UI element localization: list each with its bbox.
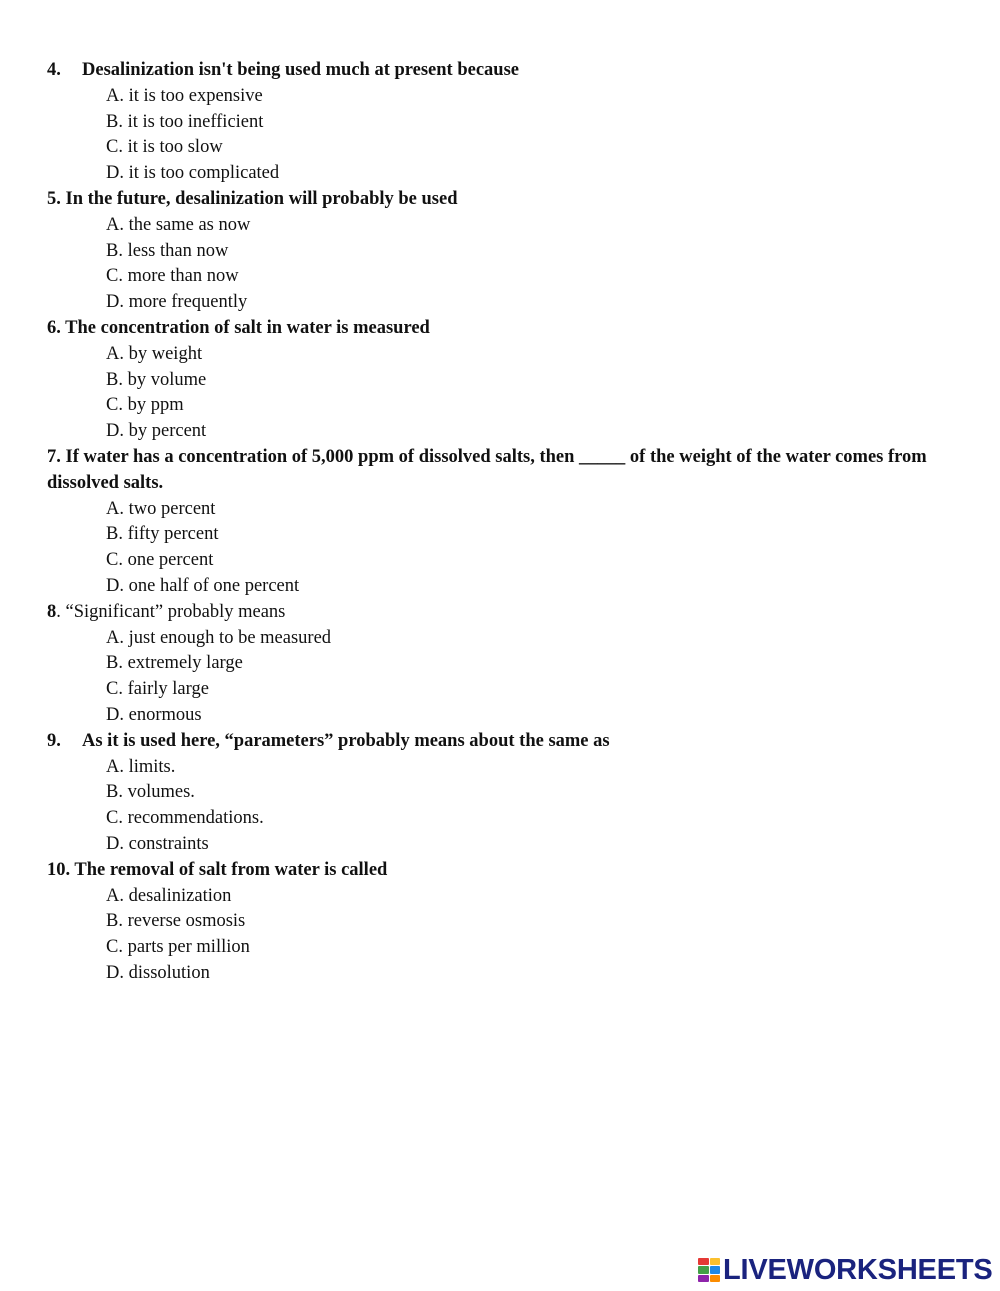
question-prompt <box>56 602 285 622</box>
option-b[interactable]: B. it is too inefficient <box>106 111 264 132</box>
question-number: 8 <box>47 601 57 622</box>
option-b[interactable]: B. fifty percent <box>106 524 219 545</box>
option-b[interactable]: B. less than now <box>106 240 229 261</box>
option-a[interactable]: A. it is too expensive <box>106 85 263 106</box>
question-text <box>47 58 947 84</box>
option-a[interactable]: A. desalinization <box>106 885 232 906</box>
option-c[interactable]: C. more than now <box>106 266 239 287</box>
option-d[interactable]: D. it is too complicated <box>106 163 280 184</box>
logo-text: LIVEWORKSHEETS <box>723 1254 993 1286</box>
question-text <box>47 187 947 213</box>
logo-cell <box>698 1258 709 1265</box>
question-number: 6. <box>47 317 61 338</box>
option-list <box>47 884 947 987</box>
option-d[interactable]: D. by percent <box>106 421 207 442</box>
option-list <box>47 342 947 445</box>
option-a[interactable]: A. just enough to be measured <box>106 627 332 648</box>
option-c[interactable]: C. fairly large <box>106 679 209 700</box>
question-text <box>47 729 947 755</box>
option-d[interactable]: D. dissolution <box>106 962 210 983</box>
question-5 <box>47 187 947 316</box>
question-10 <box>47 858 947 987</box>
question-number: 4. <box>47 60 61 80</box>
option-b[interactable]: B. extremely large <box>106 653 243 674</box>
option-b[interactable]: B. by volume <box>106 369 207 390</box>
option-a[interactable]: A. limits. <box>106 756 176 777</box>
question-4 <box>47 58 947 187</box>
option-a[interactable]: A. the same as now <box>106 214 251 235</box>
option-b[interactable]: B. volumes. <box>106 782 195 803</box>
logo-mark-icon <box>698 1258 720 1282</box>
logo-cell <box>710 1266 721 1273</box>
option-a[interactable]: A. two percent <box>106 498 216 519</box>
option-c[interactable]: C. by ppm <box>106 395 184 416</box>
question-prompt: In the future, desalinization will probably be used <box>65 188 458 209</box>
option-c[interactable]: C. recommendations. <box>106 808 264 829</box>
question-number: 9. <box>47 730 61 751</box>
logo-cell <box>698 1266 709 1273</box>
option-list <box>47 497 947 600</box>
logo-cell <box>710 1275 721 1282</box>
option-list <box>47 626 947 729</box>
question-prompt: The concentration of salt in water is measured <box>65 317 430 338</box>
question-9 <box>47 729 947 858</box>
option-c[interactable]: C. one percent <box>106 550 214 571</box>
question-text <box>47 858 947 884</box>
question-prompt: Desalinization isn't being used much at present because <box>82 60 520 80</box>
liveworksheets-logo[interactable] <box>698 1255 993 1285</box>
option-b[interactable]: B. reverse osmosis <box>106 911 246 932</box>
option-d[interactable]: D. constraints <box>106 833 209 854</box>
logo-cell <box>698 1275 709 1282</box>
question-text <box>47 445 947 497</box>
question-number: 10. <box>47 859 71 880</box>
worksheet <box>47 58 947 987</box>
option-list <box>47 755 947 858</box>
question-prompt: As it is used here, “parameters” probably means about the same as <box>82 730 610 751</box>
question-number: 7. <box>47 446 61 467</box>
question-8 <box>47 600 947 729</box>
option-d[interactable]: D. more frequently <box>106 292 248 313</box>
option-c[interactable]: C. parts per million <box>106 937 250 958</box>
question-7 <box>47 445 947 600</box>
option-d[interactable]: D. one half of one percent <box>106 575 300 596</box>
question-6 <box>47 316 947 445</box>
question-prompt-text: . “Significant” probably means <box>56 601 286 622</box>
question-prompt: The removal of salt from water is called <box>74 859 388 880</box>
option-c[interactable]: C. it is too slow <box>106 137 223 158</box>
option-list <box>47 84 947 187</box>
question-number: 5. <box>47 188 61 209</box>
question-text <box>47 316 947 342</box>
option-d[interactable]: D. enormous <box>106 704 202 725</box>
option-a[interactable]: A. by weight <box>106 343 203 364</box>
option-list <box>47 213 947 316</box>
logo-cell <box>710 1258 721 1265</box>
question-prompt: If water has a concentration of 5,000 ppm of dissolved salts, then _____ of the weight of the water comes from dissolved salts. <box>47 446 927 493</box>
question-text <box>47 600 947 626</box>
